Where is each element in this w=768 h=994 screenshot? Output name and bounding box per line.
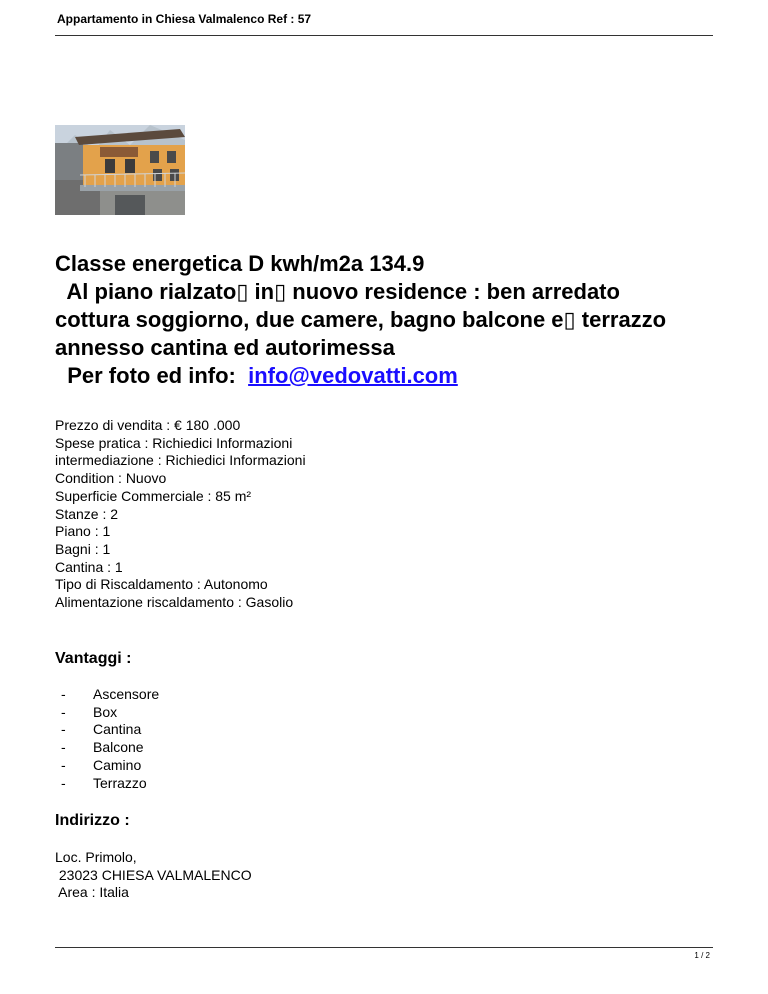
detail-condition: Condition : Nuovo: [55, 470, 167, 487]
listing-headline: [55, 250, 735, 390]
list-item-label: Balcone: [93, 739, 144, 756]
list-item: [61, 721, 159, 739]
bullet-dash: -: [61, 721, 66, 738]
vantaggi-list: [61, 686, 159, 792]
description-line-1: Al piano rialzato▯ in▯ nuovo residence : ben arredato: [55, 279, 620, 304]
photo-terrace: [80, 185, 185, 191]
building-photo: [55, 125, 185, 215]
photo-wood-balcony: [100, 147, 138, 157]
detail-area: Superficie Commerciale : 85 m²: [55, 487, 252, 504]
detail-heating-fuel: Alimentazione riscaldamento : Gasolio: [55, 594, 294, 611]
list-item-label: Cantina: [93, 721, 142, 738]
energy-class-line: Classe energetica D kwh/m2a 134.9: [55, 251, 425, 276]
page-number: 1 / 2: [694, 951, 710, 960]
detail-fees: Spese pratica : Richiedici Informazioni: [55, 434, 293, 451]
list-item-label: Terrazzo: [93, 774, 147, 791]
photo-window-5: [153, 169, 162, 181]
photo-window-3: [150, 151, 159, 163]
photo-window-2: [125, 159, 135, 173]
bullet-dash: -: [61, 739, 66, 756]
list-item-label: Ascensore: [93, 686, 160, 702]
bullet-dash: -: [61, 756, 66, 773]
address-street: Loc. Primolo,: [55, 849, 137, 865]
detail-rooms: Stanze : 2: [55, 505, 119, 522]
detail-heating-type: Tipo di Riscaldamento : Autonomo: [55, 576, 268, 593]
list-item: [61, 704, 159, 722]
photo-window-4: [167, 151, 176, 163]
property-details: [55, 417, 306, 612]
detail-bathrooms: Bagni : 1: [55, 540, 111, 557]
description-line-3: annesso cantina ed autorimessa: [55, 335, 395, 360]
email-link[interactable]: info@vedovatti.com: [248, 363, 458, 388]
bullet-dash: -: [61, 703, 66, 720]
vantaggi-heading: Vantaggi :: [55, 650, 132, 667]
header-divider: [55, 35, 713, 36]
list-item-label: Camino: [93, 756, 142, 773]
detail-price: Prezzo di vendita : € 180 .000: [55, 417, 241, 433]
photo-gate: [115, 195, 145, 215]
detail-cellar: Cantina : 1: [55, 558, 123, 575]
photo-window-1: [105, 159, 115, 173]
page-header-title: Appartamento in Chiesa Valmalenco Ref : 57: [57, 12, 312, 26]
bullet-dash: -: [61, 686, 66, 702]
address-block: [55, 849, 252, 902]
address-area: Area : Italia: [55, 884, 129, 901]
detail-floor: Piano : 1: [55, 523, 111, 540]
list-item-label: Box: [93, 703, 118, 720]
contact-line: [55, 362, 735, 390]
footer-divider: [55, 947, 713, 948]
list-item: [61, 757, 159, 775]
description-line-2: cottura soggiorno, due camere, bagno balcone e▯ terrazzo: [55, 307, 667, 332]
detail-brokerage: intermediazione : Richiedici Informazioni: [55, 452, 306, 469]
list-item: [61, 686, 159, 704]
list-item: [61, 739, 159, 757]
address-city: 23023 CHIESA VALMALENCO: [55, 866, 252, 883]
indirizzo-heading: Indirizzo :: [55, 812, 130, 829]
bullet-dash: -: [61, 774, 66, 791]
contact-prefix: Per foto ed info:: [55, 363, 249, 388]
list-item: [61, 775, 159, 793]
